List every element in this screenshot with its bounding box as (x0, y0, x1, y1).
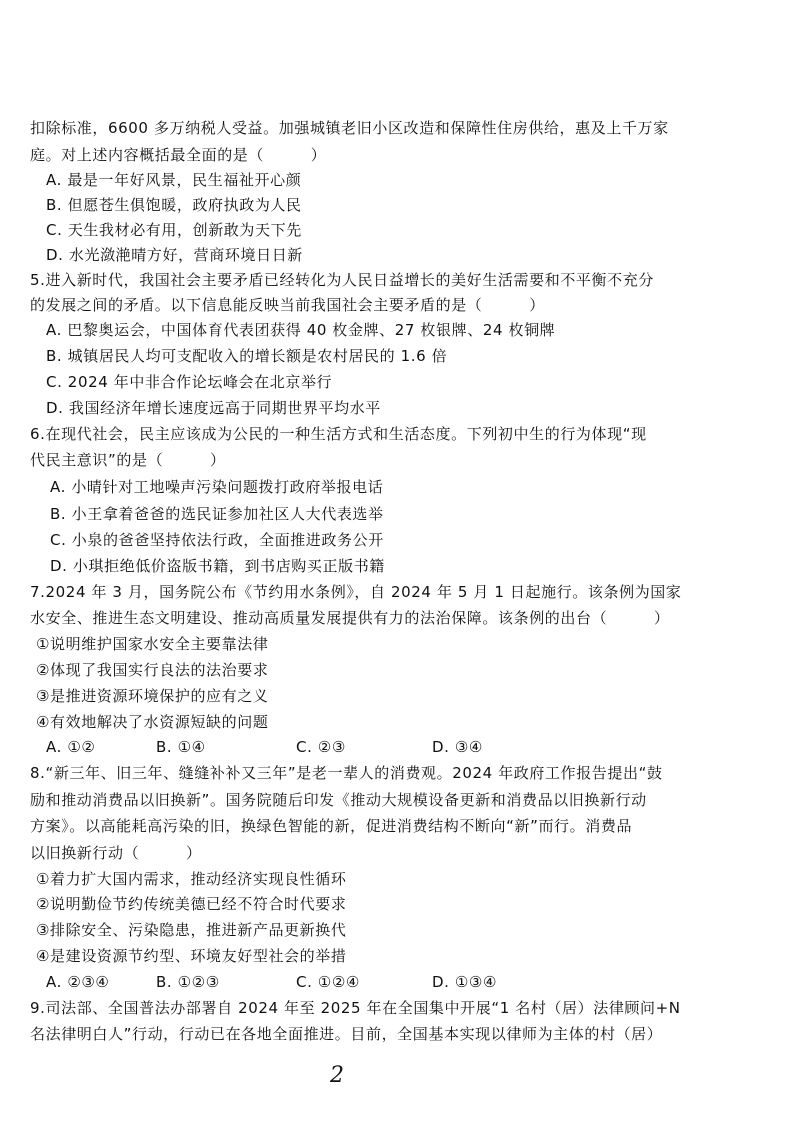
q8-choice-d: D. ①③④ (432, 973, 498, 991)
q7-stem-line-2: 水安全、推进生态文明建设、推动高质量发展提供有力的法治保障。该条例的出台（ ） (30, 609, 670, 627)
q4-option-b: B. 但愿苍生俱饱暖，政府执政为人民 (46, 196, 302, 214)
q6-stem-line-2: 代民主意识”的是（ ） (30, 451, 226, 469)
q4-continuation-line-1: 扣除标准，6600 多万纳税人受益。加强城镇老旧小区改造和保障性住房供给，惠及上千万家 (30, 119, 669, 137)
q8-choice-a: A. ②③④ (46, 973, 110, 991)
q7-statement-3: ③是推进资源环境保护的应有之义 (36, 687, 269, 705)
q8-statement-2: ②说明勤俭节约传统美德已经不符合时代要求 (36, 895, 347, 913)
q8-choice-c: C. ①②④ (296, 973, 360, 991)
q9-stem-line-1: 9.司法部、全国普法办部署自 2024 年至 2025 年在全国集中开展“1 名村（居）法律顾问+N (30, 999, 681, 1017)
q6-option-a: A. 小晴针对工地噪声污染问题拨打政府举报电话 (50, 478, 384, 496)
q5-option-a: A. 巴黎奥运会，中国体育代表团获得 40 枚金牌、27 枚银牌、24 枚铜牌 (46, 321, 556, 339)
q4-continuation-line-2: 庭。对上述内容概括最全面的是（ ） (30, 146, 327, 164)
q8-stem-line-3: 方案》。以高能耗高污染的旧，换绿色智能的新，促进消费结构不断向“新”而行。消费品 (30, 817, 633, 835)
q7-statement-1: ①说明维护国家水安全主要靠法律 (36, 635, 269, 653)
q6-option-d: D. 小琪拒绝低价盗版书籍，到书店购买正版书籍 (50, 557, 385, 575)
q5-option-c: C. 2024 年中非合作论坛峰会在北京举行 (46, 373, 333, 391)
q8-statement-4: ④是建设资源节约型、环境友好型社会的举措 (36, 947, 347, 965)
q7-stem-line-1: 7.2024 年 3 月，国务院公布《节约用水条例》，自 2024 年 5 月 1 日起施行。该条例为国家 (30, 583, 682, 601)
q8-choice-b: B. ①②③ (156, 973, 220, 991)
q7-choices-row (0, 737, 794, 757)
q6-stem-line-1: 6.在现代社会，民主应该成为公民的一种生活方式和生活态度。下列初中生的行为体现“现 (30, 425, 647, 443)
q7-choice-d: D. ③④ (432, 738, 483, 756)
q9-stem-line-2: 名法律明白人”行动，行动已在各地全面推进。目前，全国基本实现以律师为主体的村（居） (30, 1025, 663, 1043)
q8-stem-line-1: 8.“新三年、旧三年、缝缝补补又三年”是老一辈人的消费观。2024 年政府工作报告提出“鼓 (30, 764, 663, 782)
q8-stem-line-2: 励和推动消费品以旧换新”。国务院随后印发《推动大规模设备更新和消费品以旧换新行动 (30, 791, 647, 809)
q6-option-c: C. 小泉的爸爸坚持依法行政，全面推进政务公开 (50, 531, 384, 549)
page-number: 2 (330, 1063, 344, 1088)
q5-option-d: D. 我国经济年增长速度远高于同期世界平均水平 (46, 399, 381, 417)
q8-choices-row (0, 972, 794, 992)
q7-choice-b: B. ①④ (156, 738, 206, 756)
q7-choice-c: C. ②③ (296, 738, 346, 756)
q4-option-d: D. 水光潋滟晴方好，营商环境日日新 (46, 246, 303, 264)
q6-option-b: B. 小王拿着爸爸的选民证参加社区人大代表选举 (50, 505, 384, 523)
q8-stem-line-4: 以旧换新行动（ ） (30, 844, 202, 862)
q7-statement-4: ④有效地解决了水资源短缺的问题 (36, 713, 269, 731)
q5-stem-line-2: 的发展之间的矛盾。以下信息能反映当前我国社会主要矛盾的是（ ） (30, 296, 545, 314)
q5-stem-line-1: 5.进入新时代，我国社会主要矛盾已经转化为人民日益增长的美好生活需要和不平衡不充分 (30, 271, 654, 289)
q7-statement-2: ②体现了我国实行良法的法治要求 (36, 661, 269, 679)
q7-choice-a: A. ①② (46, 738, 96, 756)
q8-statement-3: ③排除安全、污染隐患，推进新产品更新换代 (36, 921, 347, 939)
q8-statement-1: ①着力扩大国内需求，推动经济实现良性循环 (36, 870, 347, 888)
q4-option-c: C. 天生我材必有用，创新敢为天下先 (46, 221, 302, 239)
q4-option-a: A. 最是一年好风景，民生福祉开心颜 (46, 171, 302, 189)
q5-option-b: B. 城镇居民人均可支配收入的增长额是农村居民的 1.6 倍 (46, 347, 448, 365)
